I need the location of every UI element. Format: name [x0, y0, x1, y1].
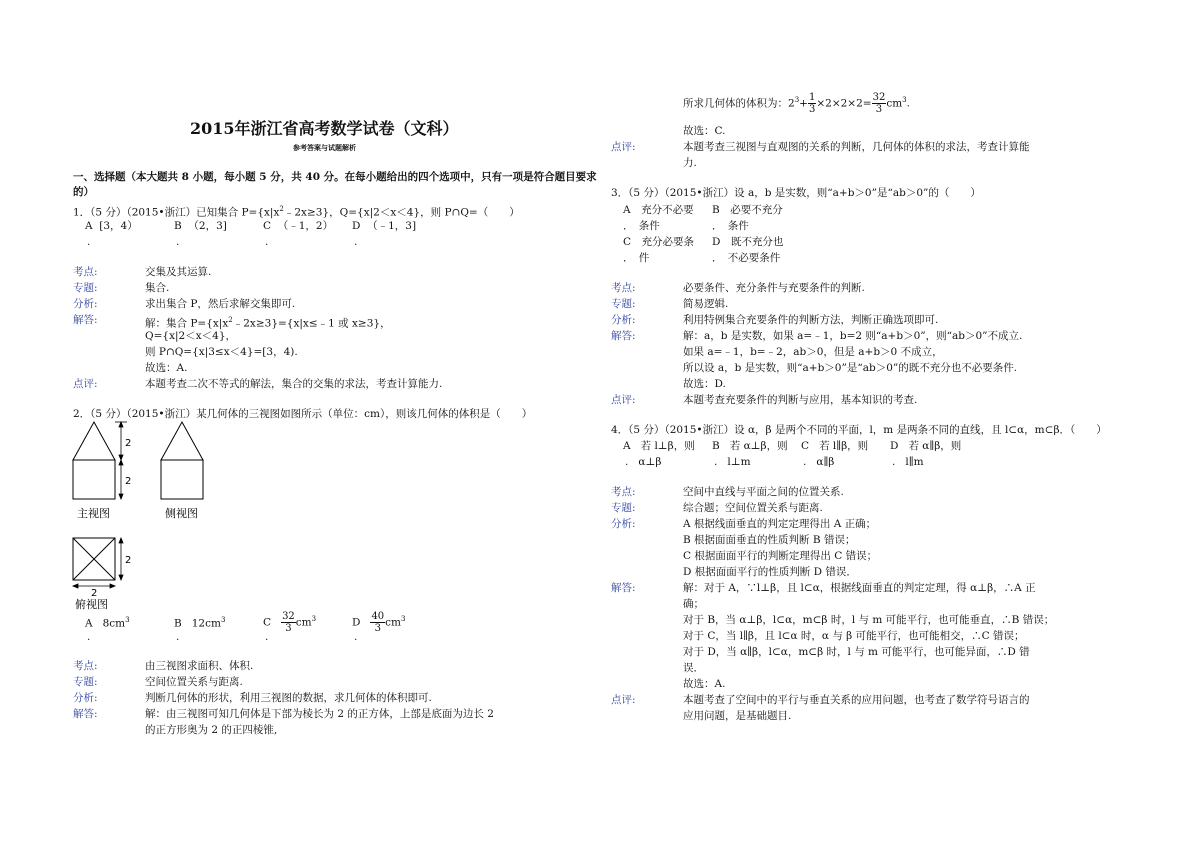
q1-stem [73, 202, 520, 220]
q4-dianping-line1: 本题考查了空间中的平行与垂直关系的应用问题，也考查了数学符号语言的 [683, 694, 1030, 706]
q2-option-d-unit: cm [385, 616, 402, 629]
q3-fenxi: 利用特例集合充要条件的判断方法，判断正确选项即可. [683, 314, 939, 326]
q2-jieda-3unit-sup: 3 [902, 96, 907, 104]
q2-stem: 2．（5 分）（2015•浙江）某几何体的三视图如图所示（单位：cm），则该几何体的体积是（ ） [73, 408, 533, 420]
q4-zhuanti: 综合题；空间位置关系与距离. [683, 502, 823, 514]
q1-jieda-label: 解答: [73, 314, 98, 326]
dim-arrow [119, 494, 123, 499]
q2-option-dot: . [265, 631, 269, 643]
fraction-numerator: 32 [872, 92, 886, 103]
three-view-svg [65, 418, 265, 613]
q2-option-dot: . [87, 631, 91, 643]
dim-arrow [119, 460, 123, 465]
q2-dianping-line1: 本题考查三视图与直观图的关系的判断，几何体的体积的求法，考查计算能 [683, 141, 1030, 153]
q3-jieda-line3: 所以设 a，b 是实数，则“a+b＞0”是“ab＞0”的既不充分也不必要条件. [683, 362, 1018, 374]
three-view-figure [65, 418, 265, 613]
q3-stem: 3．（5 分）（2015•浙江）设 a，b 是实数，则“a+b＞0”是“ab＞0”的（ ） [611, 187, 981, 199]
q1-jieda-line1 [145, 313, 391, 331]
q2-jieda-3end: . [906, 97, 910, 110]
q2-option-a-sup: 3 [125, 616, 130, 624]
side-view-square [161, 460, 203, 499]
q2-option-dot: . [176, 631, 180, 643]
q1-option-a-letter: A [85, 220, 93, 232]
fraction-denominator: 3 [374, 623, 381, 634]
dim-arrow [73, 584, 78, 588]
section-heading-cont: 的） [73, 186, 94, 198]
dim-label-top-bottom: 2 [91, 588, 98, 599]
dim-label-cube-height: 2 [125, 476, 132, 487]
q2-dianping-line2: 力. [683, 157, 697, 169]
q3-kaodian: 必要条件、充分条件与充要条件的判断. [683, 282, 865, 294]
q4-option-a-cont [625, 455, 661, 469]
q4-option-dot: . [625, 456, 629, 468]
q4-jieda-line7: 故选：A. [683, 678, 726, 690]
q2-jieda-line1: 解：由三视图可知几何体是下部为棱长为 2 的正方体，上部是底面为边长 2 [145, 708, 494, 720]
q2-option-c-unit: cm [295, 616, 312, 629]
q4-option-c-letter: C [801, 440, 810, 452]
fraction-numerator: 1 [808, 92, 816, 103]
q2-fenxi-label: 分析: [73, 692, 98, 704]
q4-option-d-result: l∥m [905, 456, 924, 468]
q2-option-d[interactable] [352, 611, 405, 634]
q3-jieda-line4: 故选：D. [683, 378, 726, 390]
q4-option-dot: . [714, 456, 718, 468]
q4-option-b-letter: B [712, 440, 720, 452]
q1-jieda-sup: 2 [228, 316, 233, 324]
q3-option-a-cont: ． 条件 [623, 220, 660, 232]
q1-stem-sup: 2 [279, 205, 284, 213]
q4-option-a-letter: A [623, 440, 631, 452]
dim-arrow [110, 584, 115, 588]
q1-option-dot: . [87, 236, 91, 248]
q1-kaodian-label: 考点: [73, 266, 98, 278]
q4-option-b-text: 若 α⊥β，则 [729, 440, 788, 452]
side-view-triangle [161, 422, 203, 460]
page-title: 2015年浙江省高考数学试卷（文科） [190, 119, 459, 138]
q2-fenxi: 判断几何体的形状，利用三视图的数据，求几何体的体积即可. [145, 692, 432, 704]
q1-stem-b: ﹣2x≥3}，Q={x|2＜x＜4}，则 P∩Q=（ ） [283, 206, 520, 219]
dim-arrow [119, 575, 123, 580]
q2-option-d-letter: D [352, 616, 361, 629]
front-view [73, 422, 115, 499]
q4-option-d-text: 若 α∥β，则 [908, 440, 962, 452]
q1-jieda-line2: Q={x|2＜x＜4}， [145, 330, 237, 342]
q1-option-dot: . [176, 236, 180, 248]
q4-jieda-line5: 对于 D，当 α∥β，l⊂α，m⊂β 时，l 与 m 可能平行，也可能异面，∴D 错 [683, 646, 1030, 658]
q4-option-a-result: α⊥β [638, 456, 662, 468]
q2-jieda-3unit: cm [886, 97, 903, 110]
q1-fenxi: 求出集合 P，然后求解交集即可. [145, 298, 296, 310]
q4-kaodian: 空间中直线与平面之间的位置关系. [683, 486, 844, 498]
q1-option-a[interactable] [85, 219, 138, 233]
page-subtitle: 参考答案与试题解析 [293, 143, 356, 152]
q4-jieda-line4: 对于 C，当 l∥β，且 l⊂α 时，α 与 β 可能平行，也可能相交，∴C 错误； [683, 630, 1025, 642]
q2-option-a-text: 8cm [102, 617, 126, 630]
q1-option-dot: . [265, 236, 269, 248]
fraction-denominator: 3 [285, 623, 292, 634]
dim-label-pyramid-height: 2 [125, 438, 132, 449]
q3-option-a[interactable]: A 充分不必要 [623, 204, 694, 216]
q1-option-b-letter: B [174, 220, 182, 232]
q4-option-a[interactable] [623, 439, 695, 453]
q2-option-d-fraction [370, 611, 385, 634]
q4-option-b-result: l⊥m [727, 456, 751, 468]
q1-option-a-text: [3，4） [99, 220, 138, 232]
dim-arrow [119, 422, 123, 427]
q3-option-c[interactable]: C 充分必要条 [623, 236, 695, 248]
q1-option-b-text: （2，3] [188, 220, 227, 232]
q4-option-c-text: 若 l∥β，则 [819, 440, 869, 452]
q1-option-d-letter: D [352, 220, 361, 232]
q1-jieda-line3: 则 P∩Q={x|3≤x＜4}=[3，4). [145, 346, 298, 358]
q2-option-b-text: 12cm [191, 617, 221, 630]
q2-option-c-fraction [281, 611, 296, 634]
fraction-numerator: 32 [282, 611, 295, 622]
q1-option-dot: . [354, 236, 358, 248]
front-view-square [73, 460, 115, 499]
q4-option-b[interactable] [712, 439, 788, 453]
q2-option-dot: . [354, 631, 358, 643]
q2-jieda-line2: 的正方形奥为 2 的正四棱锥, [145, 724, 278, 736]
q2-zhuanti-label: 专题: [73, 676, 98, 688]
q2-kaodian-label: 考点: [73, 660, 98, 672]
q1-option-c-text: （﹣1，2） [277, 220, 334, 232]
q1-stem-a: 1．（5 分）（2015•浙江）已知集合 P={x|x [73, 206, 280, 219]
q3-option-d-cont: ． 不必要条件 [712, 252, 781, 264]
q4-option-c-cont [803, 455, 834, 469]
q4-option-d-letter: D [890, 440, 899, 452]
q1-option-d[interactable] [352, 219, 416, 233]
q4-option-d-cont [892, 455, 924, 469]
q4-option-d[interactable] [890, 439, 961, 453]
q3-jieda-label: 解答: [611, 330, 636, 342]
q4-option-c-result: α∥β [816, 456, 835, 468]
q4-zhuanti-label: 专题: [611, 502, 636, 514]
q3-fenxi-label: 分析: [611, 314, 636, 326]
q1-dianping: 本题考查二次不等式的解法，集合的交集的求法，考查计算能力. [145, 378, 443, 390]
q4-fenxi-line3: C 根据面面平行的判断定理得出 C 错误； [683, 550, 878, 562]
q2-option-b[interactable] [174, 613, 225, 631]
q1-dianping-label: 点评: [73, 378, 98, 390]
q1-option-d-text: （﹣1，3] [367, 220, 417, 232]
q4-jieda-line3: 对于 B，当 α⊥β，l⊂α，m⊂β 时，l 与 m 可能平行，也可能垂直，∴B 错误； [683, 614, 1055, 626]
q4-option-a-text: 若 l⊥β，则 [640, 440, 695, 452]
q2-option-c[interactable] [263, 611, 316, 634]
q1-zhuanti-label: 专题: [73, 282, 98, 294]
q4-option-dot: . [803, 456, 807, 468]
front-view-label: 主视图 [77, 507, 110, 520]
q1-option-c[interactable] [263, 219, 333, 233]
q4-dianping-line2: 应用问题，是基础题目. [683, 710, 792, 722]
front-dimensions [115, 422, 127, 499]
q3-dianping: 本题考查充要条件的判断与应用，基本知识的考查. [683, 394, 918, 406]
q4-jieda-label: 解答: [611, 582, 636, 594]
q3-kaodian-label: 考点: [611, 282, 636, 294]
q2-option-b-letter: B [174, 617, 182, 630]
q2-option-c-sup: 3 [311, 615, 317, 623]
q3-option-c-cont: ． 件 [623, 252, 650, 264]
q4-stem: 4．（5 分）（2015•浙江）设 α，β 是两个不同的平面，l，m 是两条不同的直线，且 l⊂α，m⊂β．（ ） [611, 424, 1107, 436]
q2-option-a-letter: A [85, 617, 93, 630]
q1-jieda-1b: ﹣2x≥3}={x|x≤﹣1 或 x≥3}， [232, 317, 391, 330]
q4-fenxi-line2: B 根据面面垂直的性质判断 B 错误； [683, 534, 856, 546]
q4-jieda-line6: 误． [683, 662, 704, 674]
q2-jieda-3a: 所求几何体的体积为：2 [683, 97, 795, 110]
q2-jieda-label: 解答: [73, 708, 98, 720]
q2-jieda-line3 [683, 92, 910, 115]
q2-jieda-3plus: + [799, 97, 808, 110]
q4-dianping-label: 点评: [611, 694, 636, 706]
q2-option-d-sup: 3 [401, 615, 406, 623]
q2-option-c-letter: C [263, 616, 272, 629]
fraction-denominator: 3 [808, 104, 816, 115]
q3-dianping-label: 点评: [611, 394, 636, 406]
q2-zhuanti: 空间位置关系与距离. [145, 676, 243, 688]
q3-jieda-line1: 解：a，b 是实数，如果 a=﹣1，b=2 则“a+b＞0”，则“ab＞0”不成立. [683, 330, 1023, 342]
section-heading: 一、选择题（本大题共 8 小题，每小题 5 分，共 40 分。在每小题给出的四个选项中，只有一项是符合题目要求 [73, 171, 597, 183]
q2-dianping-label: 点评: [611, 141, 636, 153]
q4-kaodian-label: 考点: [611, 486, 636, 498]
q1-option-b[interactable] [174, 219, 227, 233]
q4-fenxi-line1: A 根据线面垂直的判定定理得出 A 正确； [683, 518, 877, 530]
q2-jieda-fraction-2 [872, 92, 887, 115]
q4-jieda-line1: 解：对于 A，∵l⊥β，且 l⊂α，根据线面垂直的判定定理，得 α⊥β，∴A 正 [683, 582, 1036, 594]
q1-kaodian: 交集及其运算. [145, 266, 212, 278]
q2-option-a[interactable] [85, 613, 130, 631]
dim-label-top-side: 2 [125, 555, 132, 566]
q1-option-c-letter: C [263, 220, 272, 232]
side-view-label: 侧视图 [165, 507, 198, 520]
q3-option-b-cont: ． 条件 [712, 220, 749, 232]
side-view [161, 422, 203, 499]
q2-jieda-3sup: 3 [794, 96, 800, 104]
fraction-denominator: 3 [875, 104, 883, 115]
q1-zhuanti: 集合. [145, 282, 170, 294]
q2-kaodian: 由三视图求面积、体积. [145, 660, 254, 672]
q1-jieda-1a: 解：集合 P={x|x [145, 317, 229, 330]
q4-option-b-cont [714, 455, 751, 469]
q4-fenxi-line4: D 根据面面平行的性质判断 D 错误． [683, 566, 857, 578]
q3-zhuanti-label: 专题: [611, 298, 636, 310]
dim-arrow [119, 538, 123, 543]
q1-jieda-line4: 故选：A. [145, 362, 188, 374]
q2-option-b-sup: 3 [220, 616, 226, 624]
q4-option-dot: . [892, 456, 896, 468]
q3-option-b[interactable]: B 必要不充分 [712, 204, 783, 216]
q3-zhuanti: 简易逻辑. [683, 298, 729, 310]
q3-option-d[interactable]: D 既不充分也 [712, 236, 784, 248]
q4-jieda-line2: 确； [683, 598, 704, 610]
fraction-numerator: 40 [371, 611, 385, 622]
q1-fenxi-label: 分析: [73, 298, 98, 310]
q3-jieda-line2: 如果 a=﹣1，b=﹣2，ab＞0，但是 a+b＞0 不成立， [683, 346, 943, 358]
top-view [73, 538, 115, 580]
top-view-label: 俯视图 [75, 598, 108, 611]
q4-fenxi-label: 分析: [611, 518, 636, 530]
q2-jieda-line4: 故选：C. [683, 125, 726, 137]
front-view-triangle [73, 422, 115, 460]
q4-option-c[interactable] [801, 439, 868, 453]
q2-jieda-3mid: ×2×2×2= [816, 97, 872, 110]
